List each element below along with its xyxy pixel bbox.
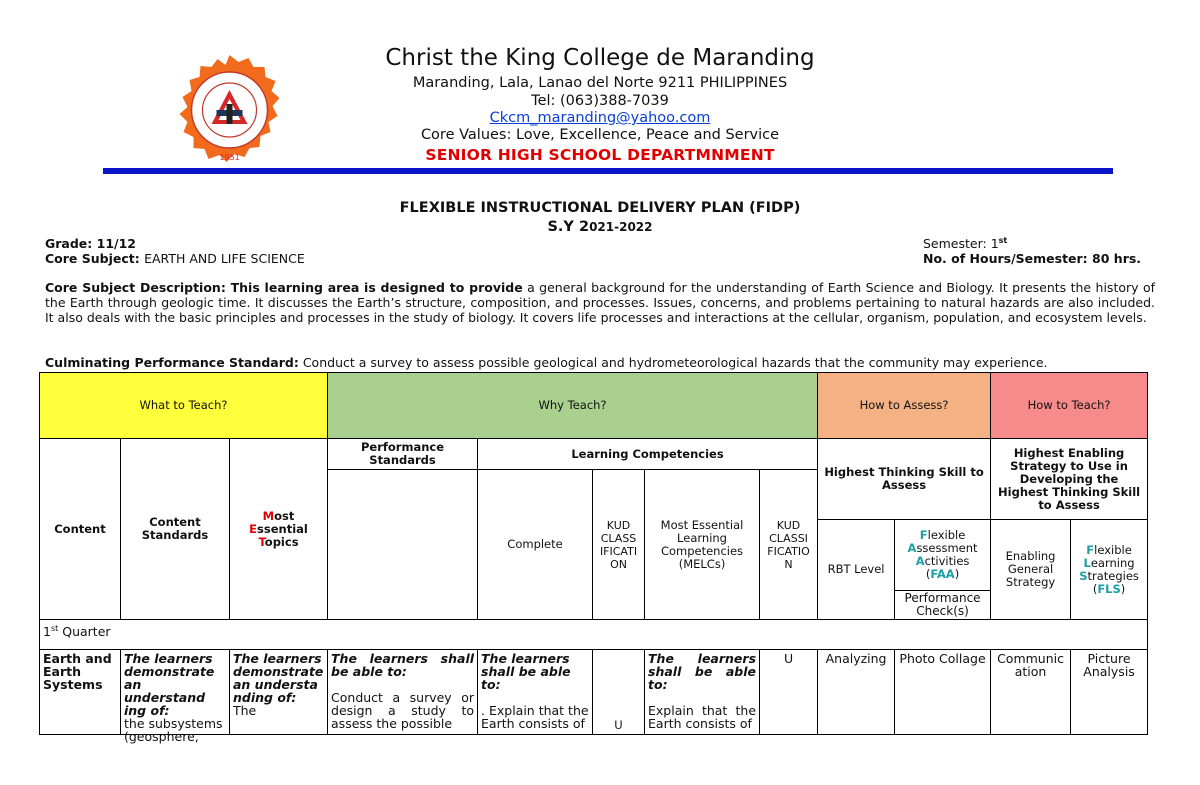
core-subject-info: Core Subject: EARTH AND LIFE SCIENCE <box>45 251 305 266</box>
core-values: Core Values: Love, Excellence, Peace and Service <box>420 127 780 143</box>
what-to-teach-header: What to Teach? <box>40 373 328 439</box>
college-seal-logo <box>162 55 297 165</box>
school-year: S.Y 2021-2022 <box>547 219 653 235</box>
culminating-performance-standard: Culminating Performance Standard: Conduct a survey to assess possible geological and hydrometeorological hazards that the community may experience. <box>45 355 1048 370</box>
complete-header: Complete <box>478 470 593 620</box>
header-divider <box>103 168 1113 174</box>
content-header: Content <box>40 439 121 620</box>
highest-enabling-strategy-header: Highest Enabling Strategy to Use in Developing the Highest Thinking Skill to Assess <box>991 439 1148 520</box>
semester-info: Semester: 1st <box>923 236 1008 252</box>
row-fls: Picture Analysis <box>1071 650 1148 735</box>
row-kud-classification: U <box>593 650 645 735</box>
learning-competencies-header: Learning Competencies <box>478 439 818 470</box>
melcs-header: Most Essential Learning Competencies (MELCs) <box>645 470 760 620</box>
row-performance-standards: The learners shall be able to: Conduct a survey or design a study to assess the possible <box>328 650 478 735</box>
performance-standards-spacer <box>328 470 478 620</box>
content-standards-header: Content Standards <box>121 439 230 620</box>
kud-classification-header: KUD CLASS IFICATI ON <box>593 470 645 620</box>
grade-info: Grade: 11/12 <box>45 236 136 251</box>
why-teach-header: Why Teach? <box>328 373 818 439</box>
school-email-link[interactable]: Ckcm_maranding@yahoo.com <box>489 110 711 126</box>
how-to-teach-header: How to Teach? <box>991 373 1148 439</box>
enabling-general-strategy-header: Enabling General Strategy <box>991 520 1071 620</box>
row-complete-competency: The learners shall be able to: . Explain that the Earth consists of <box>478 650 593 735</box>
row-kud-classification-2: U <box>760 650 818 735</box>
quarter-row: 1st Quarter <box>40 620 1148 650</box>
row-content: Earth and Earth Systems <box>40 650 121 735</box>
performance-standards-header: Performance Standards <box>328 439 478 470</box>
school-telephone: Tel: (063)388-7039 <box>531 93 669 109</box>
school-address: Maranding, Lala, Lanao del Norte 9211 PHILIPPINES <box>412 75 788 91</box>
row-faa: Photo Collage <box>895 650 991 735</box>
row-melcs: The learners shall be able to: Explain that the Earth consists of <box>645 650 760 735</box>
fidp-table <box>39 372 1148 744</box>
rbt-level-header: RBT Level <box>818 520 895 620</box>
highest-thinking-skill-header: Highest Thinking Skill to Assess <box>818 439 991 520</box>
met-header: Most Essential Topics <box>230 439 328 620</box>
department-name: SENIOR HIGH SCHOOL DEPARTMNMENT <box>425 146 775 164</box>
performance-checks-header: Performance Check(s) <box>904 591 981 618</box>
fls-header: Flexible Learning Strategies (FLS) <box>1071 520 1148 620</box>
kud-classification-header-2: KUD CLASSI FICATIO N <box>760 470 818 620</box>
how-to-assess-header: How to Assess? <box>818 373 991 439</box>
core-subject-description: Core Subject Description: This learning area is designed to provide a general background for the understanding of Earth Science and Biology. It presents the history of the Earth through geologic time. It discusses the Earth’s structure, composition, and processes. Issues, concerns, and problems pertaining to natural hazards are also included. It also deals with the basic principles and processes in the study of biology. It covers life processes and interactions at the cellular, organism, population, and ecosystem levels. <box>45 280 1155 325</box>
svg-text:1951: 1951 <box>219 153 240 162</box>
row-rbt-level: Analyzing <box>818 650 895 735</box>
hours-info: No. of Hours/Semester: 80 hrs. <box>923 251 1142 266</box>
row-most-essential-topics: The learners demonstrate an understa nding of: The <box>230 650 328 735</box>
row-content-standards: The learners demonstrate an understand ing of: the subsystems (geosphere, <box>121 650 230 735</box>
row-enabling-general-strategy: Communic ation <box>991 650 1071 735</box>
faa-header: Flexible Assessment Activities (FAA) Performance Check(s) <box>895 520 991 620</box>
school-name: Christ the King College de Maranding <box>385 45 815 71</box>
document-title: FLEXIBLE INSTRUCTIONAL DELIVERY PLAN (FIDP) <box>399 200 801 216</box>
